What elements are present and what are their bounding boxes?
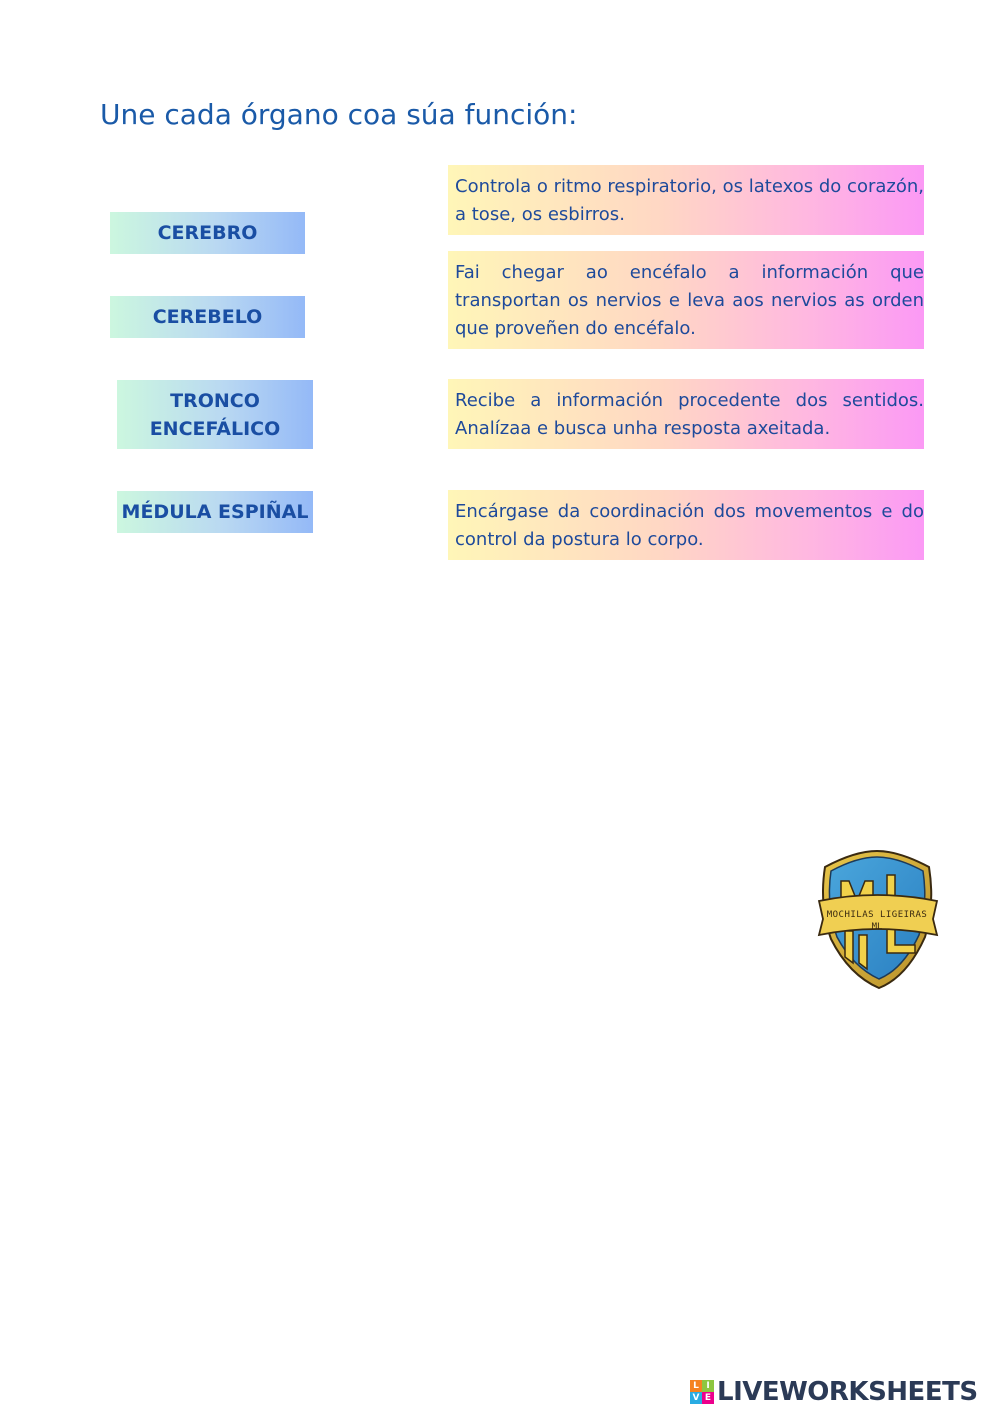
- organ-label: TRONCO ENCEFÁLICO: [149, 389, 281, 440]
- logo-letters-text: ML: [871, 922, 883, 932]
- organ-medula-espinal[interactable]: [117, 491, 313, 533]
- brand-logo[interactable]: [690, 1372, 978, 1412]
- function-text: Fai chegar ao encéfalo a información que transportan os nervios e leva aos nervios as orden que proveñen do encéfalo.: [455, 262, 924, 339]
- organ-label: CEREBELO: [152, 306, 263, 328]
- brand-mark-letter: L: [690, 1380, 702, 1392]
- organ-cerebelo[interactable]: [110, 296, 305, 338]
- page-title: Une cada órgano coa súa función:: [100, 98, 578, 131]
- function-box-4[interactable]: [448, 490, 924, 560]
- brand-name: LIVEWORKSHEETS: [717, 1377, 978, 1407]
- organ-cerebro[interactable]: [110, 212, 305, 254]
- function-text: Controla o ritmo respiratorio, os latexos do corazón, a tose, os esbirros.: [455, 176, 924, 225]
- function-box-1[interactable]: [448, 165, 924, 235]
- organ-label: CEREBRO: [157, 222, 258, 244]
- brand-mark-letter: V: [690, 1392, 702, 1404]
- logo-banner-text: MOCHILAS LIGEIRAS: [826, 910, 928, 920]
- shield-logo-icon: [815, 845, 939, 991]
- function-text: Recibe a información procedente dos sentidos. Analízaa e busca unha resposta axeitada.: [455, 390, 924, 439]
- brand-mark-letter: I: [702, 1380, 714, 1392]
- function-box-3[interactable]: [448, 379, 924, 449]
- function-box-2[interactable]: [448, 251, 924, 349]
- organ-tronco-encefalico[interactable]: [117, 380, 313, 449]
- organ-label: MÉDULA ESPIÑAL: [121, 501, 309, 523]
- function-text: Encárgase da coordinación dos movementos e do control da postura lo corpo.: [455, 501, 924, 550]
- brand-mark-icon: [690, 1380, 714, 1404]
- brand-mark-letter: E: [702, 1392, 714, 1404]
